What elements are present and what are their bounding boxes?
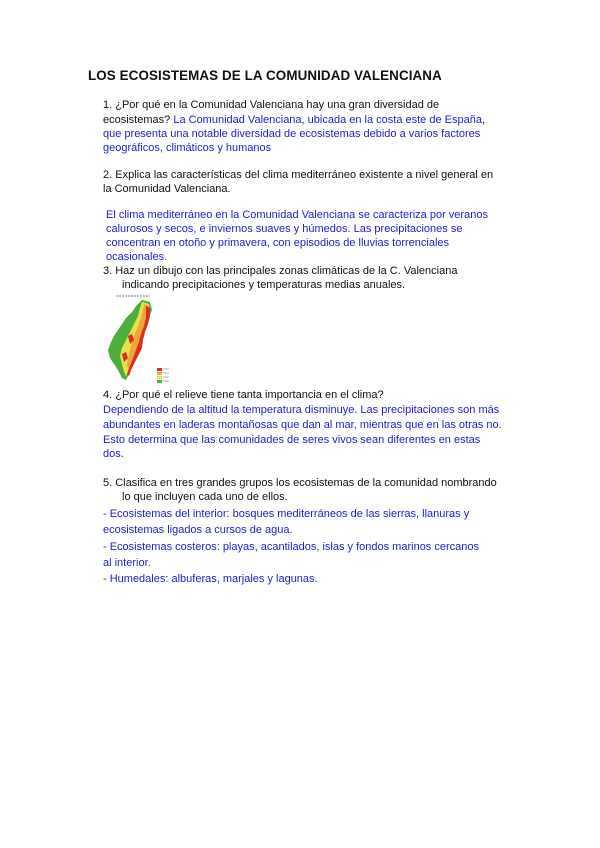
q5-answer-line2: ecosistemas ligados a cursos de agua. bbox=[103, 524, 293, 536]
q5-question-line1: 5. Clasifica en tres grandes grupos los ecosistemas de la comunidad nombrando bbox=[103, 477, 497, 489]
q2-question-line1: 2. Explica las características del clima mediterráneo existente a nivel general en bbox=[103, 169, 494, 181]
q5-question-line2: lo que incluyen cada uno de ellos. bbox=[122, 491, 288, 503]
q2-answer-line2: calurosos y secos, e inviernos suaves y húmedos. Las precipitaciones se bbox=[106, 223, 463, 235]
q2-answer-line1: El clima mediterráneo en la Comunidad Valenciana se caracteriza por veranos bbox=[106, 209, 488, 221]
q4-answer-line2: abundantes en laderas montañosas que dan al mar, mientras que en las otras no. bbox=[103, 419, 502, 431]
q5-answer-line3: - Ecosistemas costeros: playas, acantilados, islas y fondos marinos cercanos bbox=[103, 541, 479, 553]
q5-answer-line5: - Humedales: albuferas, marjales y lagunas. bbox=[103, 573, 318, 585]
q2-question-line2: la Comunidad Valenciana. bbox=[103, 183, 231, 195]
q1-answer-line3: geográficos, climáticos y humanos bbox=[103, 142, 272, 154]
climate-map-svg bbox=[102, 292, 172, 384]
q4-question: 4. ¿Por qué el relieve tiene tanta importancia en el clima? bbox=[103, 389, 384, 401]
q2-answer-line4: ocasionales. bbox=[106, 251, 168, 263]
q4-answer-line4: dos. bbox=[103, 448, 124, 460]
q1-question-line1: 1. ¿Por qué en la Comunidad Valenciana hay una gran diversidad de bbox=[103, 99, 440, 111]
q4-answer-line1: Dependiendo de la altitud la temperatura disminuye. Las precipitaciones son más bbox=[103, 404, 500, 416]
q3-question-line1: 3. Haz un dibujo con las principales zonas climáticas de la C. Valenciana bbox=[103, 265, 458, 277]
q1-answer-line2: que presenta una notable diversidad de ecosistemas debido a varios factores bbox=[103, 128, 481, 140]
q1-answer-line1: La Comunidad Valenciana, ubicada en la costa este de España, bbox=[173, 114, 486, 126]
q3-question-line2: indicando precipitaciones y temperaturas medias anuales. bbox=[122, 279, 406, 291]
q1-line2 bbox=[103, 113, 485, 127]
q5-answer-line1: - Ecosistemas del interior: bosques mediterráneos de las sierras, llanuras y bbox=[103, 508, 470, 520]
q4-answer-line3: Esto determina que las comunidades de seres vivos sean diferentes en estas bbox=[103, 434, 481, 446]
page-title: LOS ECOSISTEMAS DE LA COMUNIDAD VALENCIANA bbox=[88, 68, 442, 83]
climate-map-image bbox=[102, 292, 172, 384]
q2-answer-line3: concentran en otoño y primavera, con episodios de lluvias torrenciales bbox=[106, 237, 450, 249]
q5-answer-line4: al interior. bbox=[103, 557, 151, 569]
q1-question-line2: ecosistemas? bbox=[103, 114, 171, 126]
